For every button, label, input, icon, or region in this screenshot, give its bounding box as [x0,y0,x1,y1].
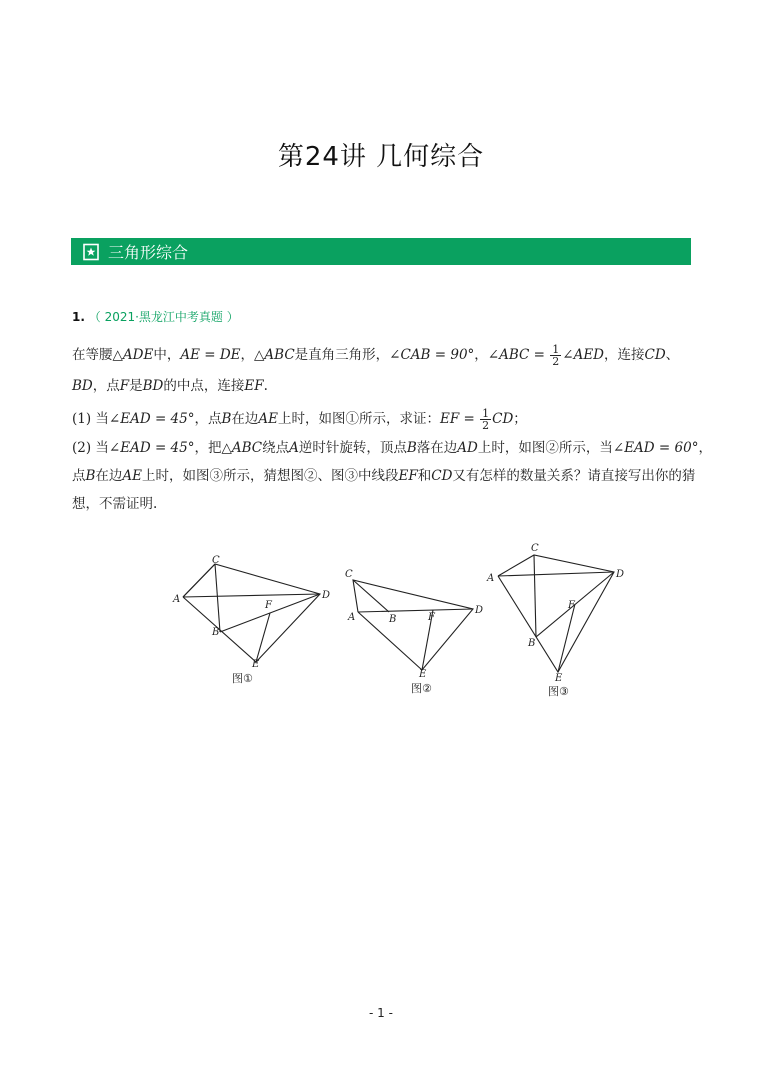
math: AD [457,440,478,456]
question-source: （ 2021·黑龙江中考真题 ） [88,310,239,324]
section-header [71,238,691,265]
text: 在边 [231,411,259,427]
text: 绕点 [262,440,290,456]
geometry-figures [160,536,640,706]
text: 上时，如图②所示，当∠ [477,440,625,456]
figure-caption-2: 图② [411,682,432,695]
text: ； [513,411,527,427]
text: 、 [665,347,680,363]
math: CD [644,347,666,363]
math: B [406,440,417,456]
text: 又有怎样的数量关系？请直接写出你的猜 [452,468,696,484]
figure-2 [353,580,473,670]
label-A: A [348,612,356,623]
label-C: C [345,569,353,580]
text: ， [698,440,712,456]
text: 点 [72,468,86,484]
math: F [119,378,130,394]
math: BD [142,378,164,394]
math: ABC = [499,347,545,363]
math: CD [492,411,514,427]
math: EAD = 45° [120,411,195,427]
text: 在边 [95,468,123,484]
label-A: A [487,573,495,584]
text: 上时，如图③所示，猜想图②、图③中线段 [142,468,399,484]
label-F: F [265,600,272,611]
label-D: D [475,605,484,616]
math: AE [258,411,279,427]
figure-1 [183,564,320,662]
math: CD [431,468,453,484]
label-C: C [212,555,220,566]
label-F: F [428,612,435,623]
text: 想，不需证明. [72,496,158,512]
label-E: E [419,669,427,680]
section-title: 三角形综合 [108,243,189,262]
math: EAD = 45° [120,440,195,456]
math: EF [244,378,264,394]
text: 和 [417,468,432,484]
denominator: 2 [482,419,490,432]
math: B [85,468,96,484]
math: EF [398,468,418,484]
math: B [221,411,232,427]
problem-part-2 [72,438,712,458]
text: ，点 [194,411,222,427]
label-F: F [568,600,575,611]
denominator: 2 [552,355,560,368]
problem-line-1 [72,344,679,367]
text: 中， [153,347,181,363]
text: . [263,378,268,394]
label-A: A [173,594,181,605]
question-header [72,308,239,325]
label-D: D [616,569,625,580]
label-E: E [252,659,260,670]
problem-part-1 [72,408,527,431]
label-E: E [555,673,563,684]
problem-part-2-end [72,494,157,514]
text: 的中点，连接 [163,378,245,394]
label-B: B [528,638,536,649]
math: ∠AED [562,347,605,363]
math: EAD = 60° [624,440,699,456]
bookmark-star-icon [82,243,100,261]
math: ABC [264,347,295,363]
problem-part-2-cont [72,466,695,486]
text: 是直角三角形，∠ [294,347,401,363]
text: 逆时针旋转，顶点 [298,440,407,456]
text: (1) 当∠ [72,411,121,427]
label-B: B [212,627,220,638]
fraction-half [550,344,561,367]
text: ，∠ [474,347,500,363]
figure-caption-1: 图① [232,672,253,685]
math: CAB = 90° [400,347,475,363]
math: A [289,440,299,456]
figure-caption-3: 图③ [548,685,569,698]
text: ，把△ [194,440,232,456]
label-C: C [531,543,539,554]
question-number: 1. [72,310,85,324]
text: 在等腰△ [72,347,123,363]
math: ABC [231,440,263,456]
problem-line-2 [72,376,268,396]
numerator: 1 [482,407,490,420]
text: 落在边 [416,440,458,456]
label-D: D [322,590,331,601]
text: ，点 [92,378,120,394]
math: ADE [122,347,154,363]
text: ，△ [240,347,265,363]
figure-3 [498,555,614,672]
numerator: 1 [552,343,560,356]
fraction-half [480,408,491,431]
page-number: - 1 - [369,1006,393,1020]
text: 上时，如图①所示，求证： [278,411,441,427]
math: EF = [440,411,475,427]
page-title: 第24讲 几何综合 [277,142,485,172]
label-B: B [389,614,397,625]
math: AE = DE [180,347,241,363]
text: 是 [129,378,143,394]
text: ，连接 [604,347,645,363]
math: BD [72,378,93,394]
math: AE [122,468,143,484]
text: (2) 当∠ [72,440,121,456]
